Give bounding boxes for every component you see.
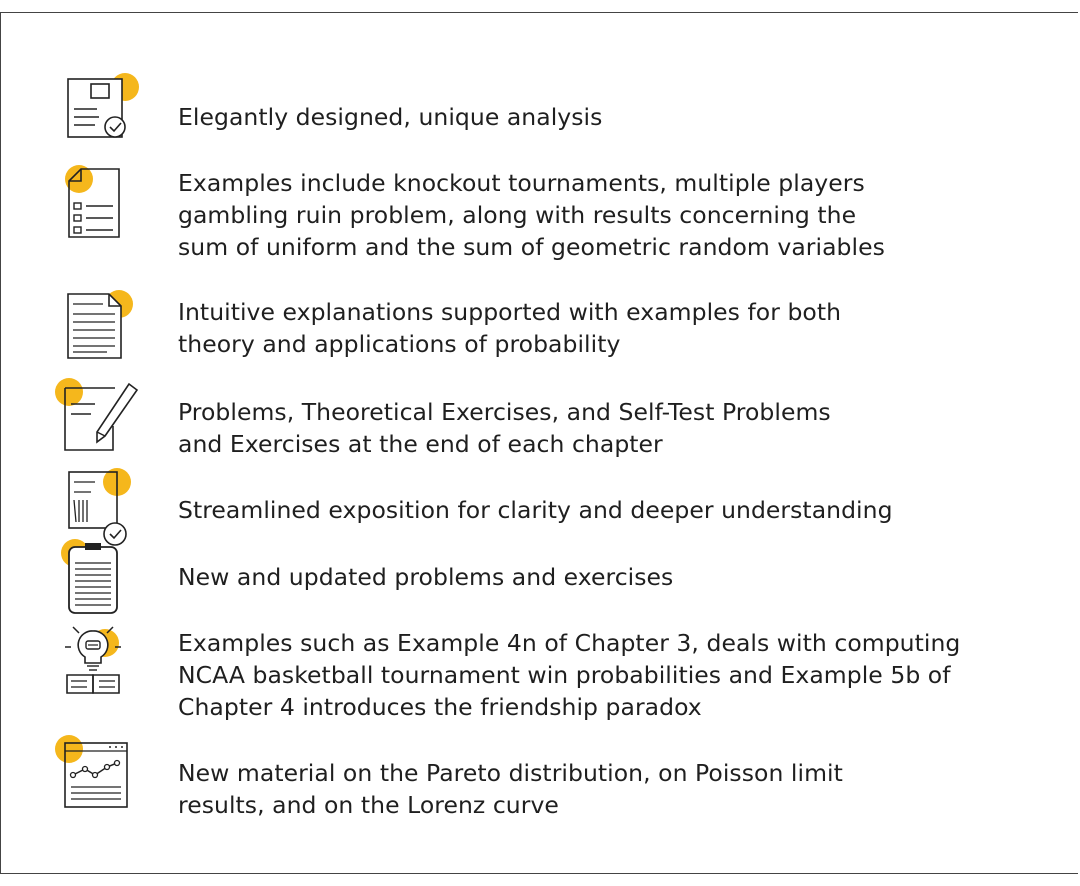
- feature-text: Streamlined exposition for clarity and deeper understanding: [178, 496, 893, 524]
- report-checkmark-icon: [55, 71, 143, 151]
- chart-document-icon: [55, 733, 143, 813]
- feature-text: Elegantly designed, unique analysis: [178, 103, 603, 131]
- feature-text: New and updated problems and exercises: [178, 563, 674, 591]
- clipboard-icon: [55, 537, 143, 617]
- feature-text: Problems, Theoretical Exercises, and Self-Test Problems and Exercises at the end of each chapter: [178, 398, 831, 458]
- feature-text: Examples include knockout tournaments, multiple players gambling ruin problem, along with results concerning the sum of uniform and the sum of geometric random variables: [178, 169, 885, 261]
- checklist-document-icon: [55, 161, 143, 241]
- feature-text: Intuitive explanations supported with examples for both theory and applications of probability: [178, 298, 842, 358]
- feature-text: New material on the Pareto distribution, on Poisson limit results, and on the Lorenz curve: [178, 759, 843, 819]
- document-approved-icon: [55, 462, 143, 542]
- text-document-icon: [55, 280, 143, 360]
- feature-text: Examples such as Example 4n of Chapter 3, deals with computing NCAA basketball tournament win probabilities and Example 5b of Chapter 4 introduces the friendship paradox: [178, 629, 961, 721]
- lightbulb-book-icon: [55, 615, 143, 695]
- content-frame: [0, 12, 1078, 874]
- document-pencil-icon: [55, 374, 143, 454]
